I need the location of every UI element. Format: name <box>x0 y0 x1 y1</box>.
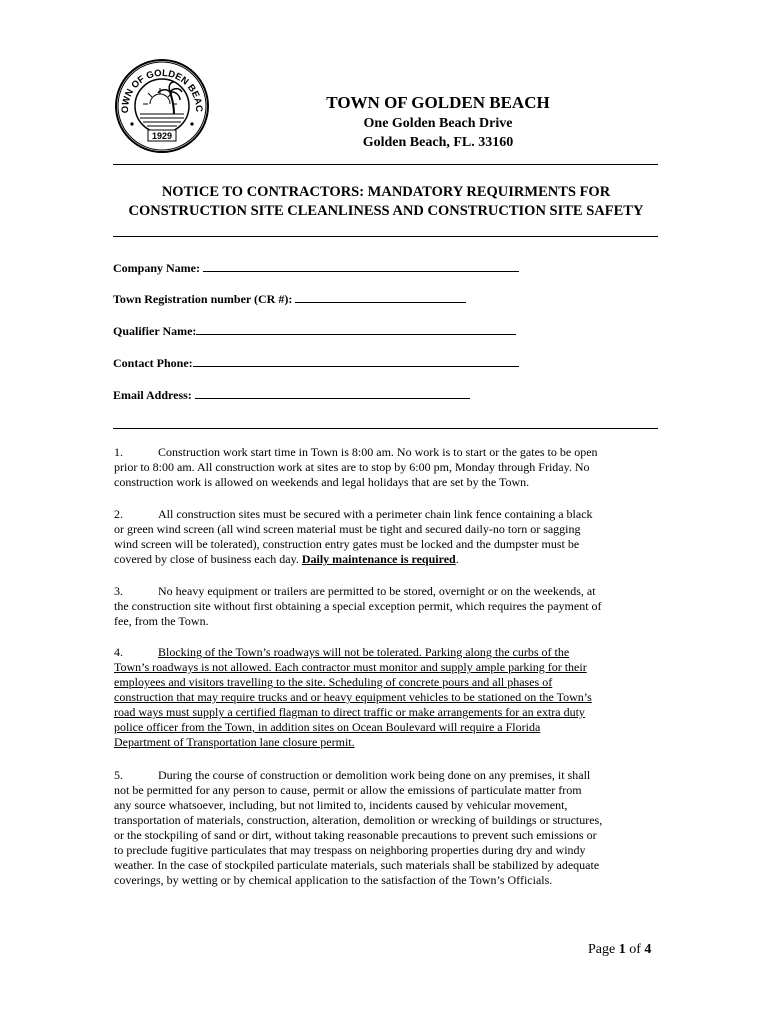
paragraph-line: . <box>455 552 459 566</box>
paragraph-line: covered by close of business each day. <box>114 552 302 566</box>
paragraph-5-number: 5. <box>114 768 123 782</box>
paragraph-line: Department of Transportation lane closure permit. <box>114 735 355 749</box>
page-total: 4 <box>644 942 652 957</box>
paragraph-line: prior to 8:00 am. All construction work at sites are to stop by 6:00 pm, Monday through Friday. No <box>114 460 590 474</box>
paragraph-3 <box>114 584 632 629</box>
paragraph-2-number: 2. <box>114 507 123 521</box>
paragraph-line: No heavy equipment or trailers are permitted to be stored, overnight or on the weekends, at <box>158 584 596 598</box>
paragraph-line: Construction work start time in Town is 8:00 am. No work is to start or the gates to be open <box>158 445 598 459</box>
company-name-label: Company Name: <box>113 261 200 275</box>
fields-divider <box>113 428 658 429</box>
seal-text: OWN OF GOLDEN BEAC <box>119 67 205 114</box>
phone-line[interactable] <box>193 354 519 367</box>
paragraph-5 <box>114 768 632 888</box>
address-line-2: Golden Beach, FL. 33160 <box>362 135 514 150</box>
paragraph-line: During the course of construction or demolition work being done on any premises, it shall <box>158 768 591 782</box>
paragraph-line: any source whatsoever, including, but not limited to, incidents caused by vehicular movement, <box>114 798 568 812</box>
email-line[interactable] <box>195 386 470 399</box>
header-divider <box>113 164 658 165</box>
seal-year: 1929 <box>151 131 173 141</box>
paragraph-line: weather. In the case of stockpiled particulate materials, such materials shall be stabilized by adequate <box>114 858 600 872</box>
phone-field <box>113 354 519 371</box>
paragraph-line: Blocking of the Town’s roadways will not be tolerated. Parking along the curbs of the <box>158 645 570 659</box>
page-of: of <box>625 942 645 957</box>
paragraph-4 <box>114 645 632 750</box>
company-name-field <box>113 259 519 276</box>
page-prefix: Page <box>588 942 619 957</box>
page-number <box>588 942 651 958</box>
email-field <box>113 386 470 403</box>
paragraph-line: police officer from the Town, in addition sites on Ocean Boulevard will require a Florida <box>114 720 541 734</box>
paragraph-line: employees and visitors travelling to the site. Scheduling of concrete pours and all phases of <box>114 675 553 689</box>
qualifier-field <box>113 322 516 339</box>
paragraph-line: the construction site without first obtaining a special exception permit, which requires the payment of <box>114 599 602 613</box>
paragraph-line: to preclude fugitive particulates that may trespass on neighboring properties during dry and windy <box>114 843 586 857</box>
qualifier-label: Qualifier Name: <box>113 324 197 338</box>
paragraph-line: transportation of materials, construction, alteration, demolition or wrecking of buildings or structures, <box>114 813 603 827</box>
paragraph-line: or green wind screen (all wind screen material must be tight and secured daily-no torn or sagging <box>114 522 581 536</box>
phone-label: Contact Phone: <box>113 356 193 370</box>
paragraph-line: Town’s roadways is not allowed. Each contractor must monitor and supply ample parking for their <box>114 660 587 674</box>
paragraph-3-number: 3. <box>114 584 123 598</box>
company-name-line[interactable] <box>203 259 519 272</box>
notice-title-line-2: CONSTRUCTION SITE CLEANLINESS AND CONSTRUCTION SITE SAFETY <box>128 203 644 219</box>
paragraph-line: not be permitted for any person to cause, permit or allow the emissions of particulate matter from <box>114 783 582 797</box>
registration-field <box>113 290 466 307</box>
paragraph-line: fee, from the Town. <box>114 614 209 628</box>
paragraph-line: wind screen will be tolerated), construction entry gates must be locked and the dumpster must be <box>114 537 580 551</box>
notice-divider <box>113 236 658 237</box>
page-current: 1 <box>618 942 626 957</box>
paragraph-1-number: 1. <box>114 445 123 459</box>
paragraph-4-number: 4. <box>114 645 123 659</box>
paragraph-line: All construction sites must be secured with a perimeter chain link fence containing a black <box>158 507 593 521</box>
paragraph-2 <box>114 507 632 567</box>
email-label: Email Address: <box>113 388 192 402</box>
town-title: TOWN OF GOLDEN BEACH <box>326 93 550 112</box>
notice-title-line-1: NOTICE TO CONTRACTORS: MANDATORY REQUIRMENTS FOR <box>161 184 611 200</box>
town-seal-logo <box>114 58 210 154</box>
daily-maintenance-required: Daily maintenance is required <box>301 552 456 566</box>
paragraph-1 <box>114 445 632 490</box>
paragraph-line: road ways must supply a certified flagman to direct traffic or make arrangements for an extra duty <box>114 705 585 719</box>
paragraph-line: or the stockpiling of sand or dirt, without taking reasonable precautions to prevent such emissions or <box>114 828 597 842</box>
svg-text:TOWN OF GOLDEN BEACH <box>114 58 204 113</box>
notice-title <box>108 183 664 221</box>
paragraph-line: coverings, by wetting or by chemical application to the satisfaction of the Town’s Officials. <box>114 873 553 887</box>
registration-line[interactable] <box>295 290 466 303</box>
paragraph-line: construction work is allowed on weekends and legal holidays that are set by the Town. <box>114 475 530 489</box>
address-line-1: One Golden Beach Drive <box>363 116 513 131</box>
paragraph-line: construction that may require trucks and or heavy equipment vehicles to be stationed on the Town’s <box>114 690 592 704</box>
registration-label: Town Registration number (CR #): <box>113 292 293 306</box>
qualifier-line[interactable] <box>196 322 516 335</box>
